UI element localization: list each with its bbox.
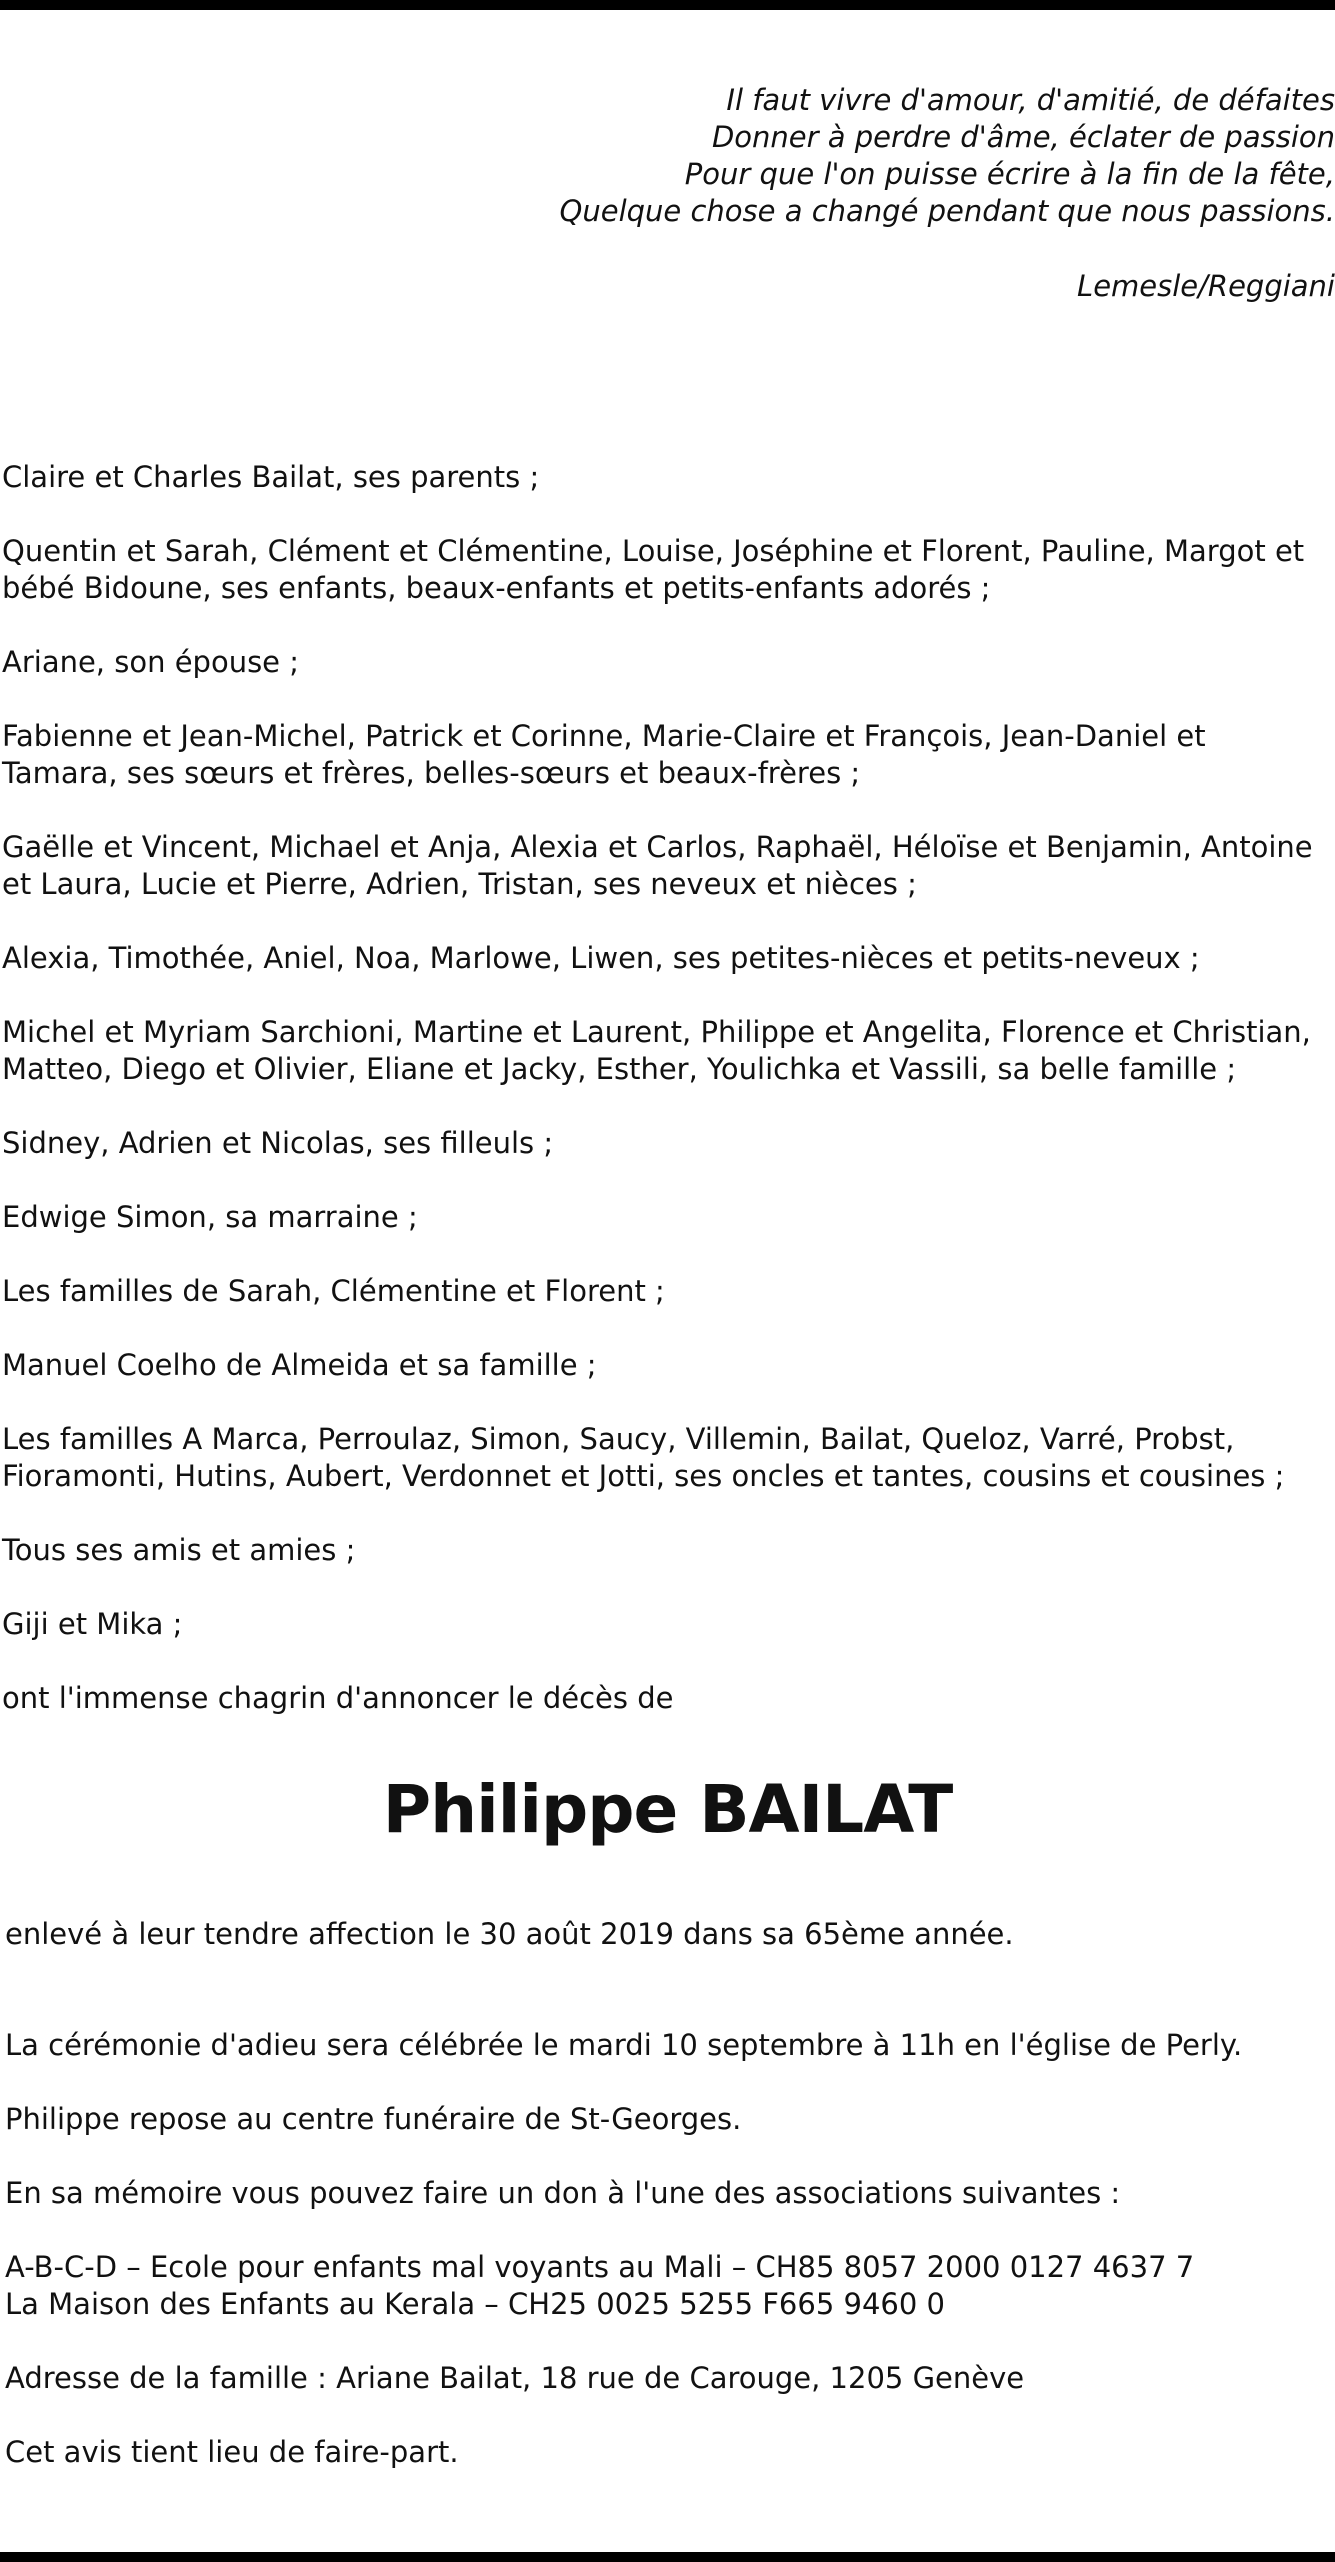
poem-author: Lemesle/Reggiani xyxy=(1077,269,1335,303)
family-entry: Michel et Myriam Sarchioni, Martine et Laurent, Philippe et Angelita, Florence et Christian, Matteo, Diego et Olivier, Eliane et Jacky, Esther, Youlichka et Vassili, sa belle famille ; xyxy=(2,1015,1311,1086)
family-entry: Quentin et Sarah, Clément et Clémentine, Louise, Joséphine et Florent, Pauline, Margot et bébé Bidoune, ses enfants, beaux-enfants et petits-enfants adorés ; xyxy=(2,534,1305,605)
poem-line: Quelque chose a changé pendant que nous passions. xyxy=(559,194,1335,228)
family-address: Adresse de la famille : Ariane Bailat, 18 rue de Carouge, 1205 Genève xyxy=(5,2361,1025,2395)
epigraph-poem xyxy=(335,82,1335,305)
donation-intro: En sa mémoire vous pouvez faire un don à l'une des associations suivantes : xyxy=(5,2176,1121,2210)
family-entry: Les familles de Sarah, Clémentine et Florent ; xyxy=(2,1274,665,1308)
poem-line: Il faut vivre d'amour, d'amitié, de défaites xyxy=(726,83,1335,117)
family-entry: Les familles A Marca, Perroulaz, Simon, Saucy, Villemin, Bailat, Queloz, Varré, Probst, Fioramonti, Hutins, Aubert, Verdonnet et Jotti, ses oncles et tantes, cousins et cousines ; xyxy=(2,1422,1285,1493)
closing-text: Cet avis tient lieu de faire-part. xyxy=(5,2435,459,2469)
family-entry: Fabienne et Jean-Michel, Patrick et Corinne, Marie-Claire et François, Jean-Daniel et Tamara, ses sœurs et frères, belles-sœurs et beaux-frères ; xyxy=(2,719,1206,790)
family-entry: Claire et Charles Bailat, ses parents ; xyxy=(2,460,540,494)
poem-line: Donner à perdre d'âme, éclater de passion xyxy=(711,120,1335,154)
passing-notice xyxy=(5,1916,1330,1953)
bottom-border xyxy=(0,2552,1335,2562)
association-item: A-B-C-D – Ecole pour enfants mal voyants au Mali – CH85 8057 2000 0127 4637 7 xyxy=(5,2250,1195,2284)
family-entry: Gaëlle et Vincent, Michael et Anja, Alexia et Carlos, Raphaël, Héloïse et Benjamin, Antoine et Laura, Lucie et Pierre, Adrien, Tristan, ses neveux et nièces ; xyxy=(2,830,1313,901)
announcement-line: ont l'immense chagrin d'annoncer le décès de xyxy=(2,1681,674,1715)
top-border xyxy=(0,0,1335,10)
family-entry: Alexia, Timothée, Aniel, Noa, Marlowe, Liwen, ses petites-nièces et petits-neveux ; xyxy=(2,941,1200,975)
family-entry: Ariane, son épouse ; xyxy=(2,645,300,679)
association-list xyxy=(5,2249,1330,2323)
family-list xyxy=(2,459,1330,1754)
family-entry: Edwige Simon, sa marraine ; xyxy=(2,1200,418,1234)
association-item: La Maison des Enfants au Kerala – CH25 0025 5255 F665 9460 0 xyxy=(5,2287,945,2321)
rest-text: Philippe repose au centre funéraire de St-Georges. xyxy=(5,2102,742,2136)
family-entry: Giji et Mika ; xyxy=(2,1607,183,1641)
passing-text: enlevé à leur tendre affection le 30 août 2019 dans sa 65ème année. xyxy=(5,1917,1014,1951)
ceremony-details xyxy=(5,2027,1330,2471)
family-entry: Sidney, Adrien et Nicolas, ses filleuls ; xyxy=(2,1126,554,1160)
family-entry: Tous ses amis et amies ; xyxy=(2,1533,356,1567)
poem-line: Pour que l'on puisse écrire à la fin de la fête, xyxy=(684,157,1335,191)
deceased-name: Philippe BAILAT xyxy=(382,1771,953,1848)
family-entry: Manuel Coelho de Almeida et sa famille ; xyxy=(2,1348,597,1382)
ceremony-text: La cérémonie d'adieu sera célébrée le mardi 10 septembre à 11h en l'église de Perly. xyxy=(5,2028,1243,2062)
